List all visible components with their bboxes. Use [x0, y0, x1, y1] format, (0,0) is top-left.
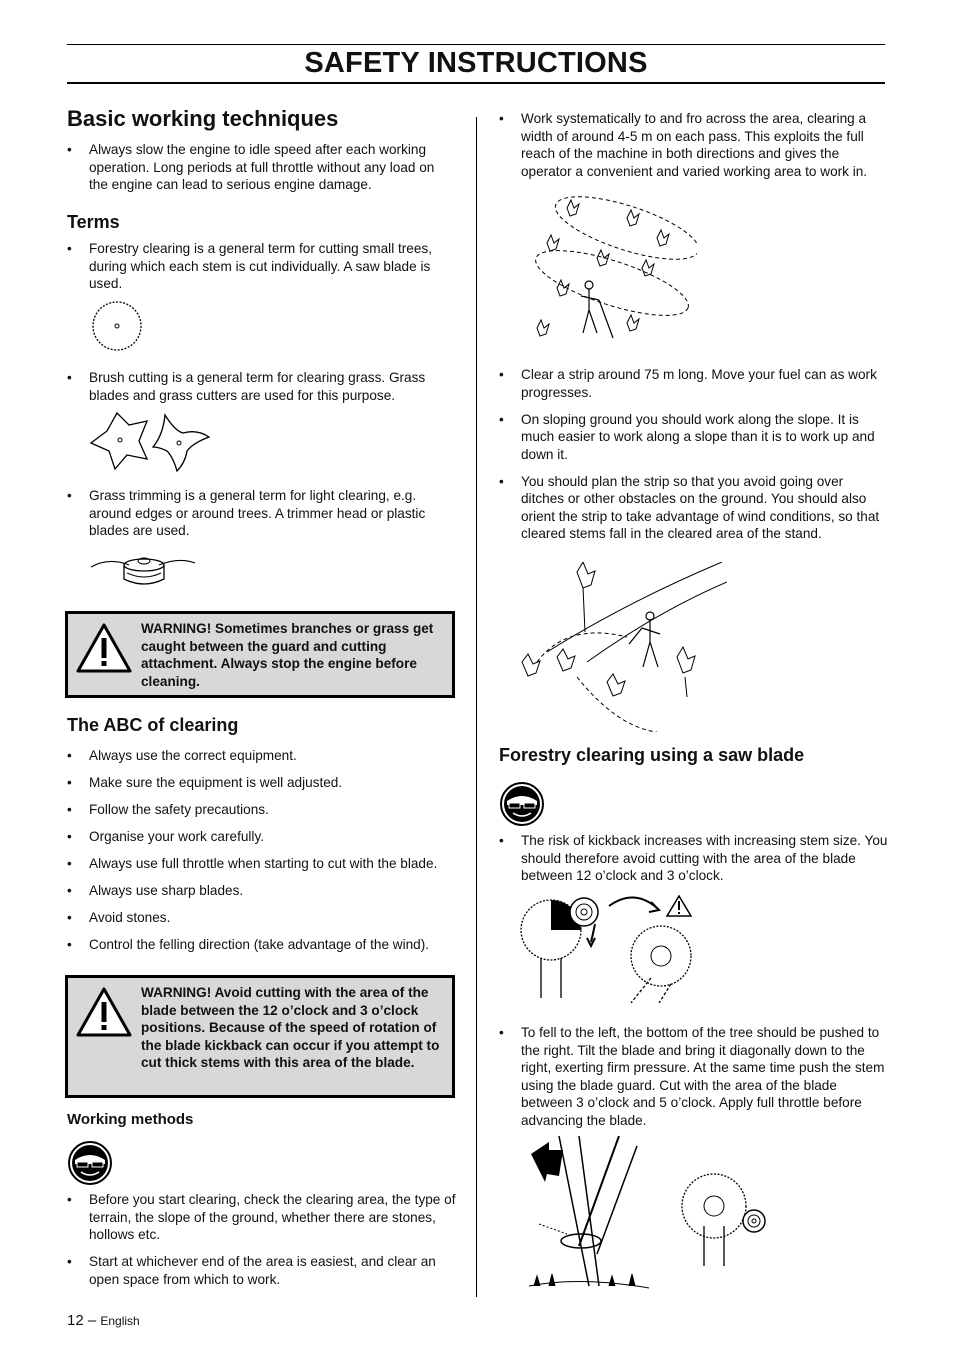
warning-text: WARNING! Avoid cutting with the area of the blade between the 12 o’clock and 3 o’clock positions. Because of the speed of rotation of the blade kickback can occur if you attempt to cut thick stems with this area of the blade. [141, 985, 440, 1070]
list-item: • Control the felling direction (take advantage of the wind). [67, 936, 462, 954]
list-item: • Always use full throttle when starting to cut with the blade. [67, 855, 462, 873]
working-methods-heading: Working methods [67, 1111, 194, 1128]
warning-box-kickback [65, 975, 455, 1098]
grass-blade-icon [87, 407, 217, 475]
list-item: • Start at whichever end of the area is easiest, and clear an open space from which to work. [67, 1253, 457, 1288]
protective-equipment-icon [67, 1140, 113, 1186]
page-header [67, 44, 885, 84]
list-item: • Always slow the engine to idle speed after each working operation. Long periods at full throttle without any load on the engine can lead to serious engine damage. [67, 141, 457, 194]
terms-list-2 [67, 369, 457, 404]
list-item: • Organise your work carefully. [67, 828, 462, 846]
list-item: • Avoid stones. [67, 909, 462, 927]
list-item: • The risk of kickback increases with increasing stem size. You should therefore avoid cutting with the area of the blade between 12 o’clock and 3 o’clock. [499, 832, 889, 885]
felling-direction-illustration [519, 1136, 779, 1291]
page-title: SAFETY INSTRUCTIONS [304, 47, 648, 79]
list-item: • To fell to the left, the bottom of the tree should be pushed to the right. Tilt the blade and bring it diagonally down to the right, exerting firm pressure. At the same time push the stem using the blade guard. Cut with the area of the blade between 3 o’clock and 5 o’clock. Apply full throttle before advancing the blade. [499, 1024, 889, 1129]
terms-list-3 [67, 487, 457, 540]
list-item: • Follow the safety precautions. [67, 801, 462, 819]
section-title-basic-techniques: Basic working techniques [67, 106, 339, 131]
page-number: 12 – [67, 1312, 97, 1329]
terms-heading: Terms [67, 212, 120, 232]
protective-equipment-icon [499, 781, 545, 827]
footer-language: English [100, 1314, 140, 1328]
list-item: • Always use sharp blades. [67, 882, 462, 900]
forestry-clearing-heading: Forestry clearing using a saw blade [499, 745, 805, 765]
list-item: • On sloping ground you should work along the slope. It is much easier to work along a slope than it is to work up and down it. [499, 411, 889, 464]
saw-blade-icon [87, 296, 147, 356]
working-methods-list [67, 1191, 457, 1288]
kickback-zone-illustration [519, 888, 694, 1003]
warning-box-guard [65, 611, 455, 698]
warning-text: WARNING! Sometimes branches or grass get caught between the guard and cutting attachment. Always stop the engine before cleaning. [141, 621, 434, 689]
abc-list [67, 747, 462, 954]
list-item: • Before you start clearing, check the clearing area, the type of terrain, the slope of the ground, whether there are stones, hollows etc. [67, 1191, 457, 1244]
right-list-3 [499, 832, 889, 885]
warning-triangle-icon [75, 986, 133, 1038]
slope-clearing-illustration [517, 562, 727, 732]
list-item: • Work systematically to and fro across the area, clearing a width of around 4-5 m on each pass. This exploits the full reach of the machine in both directions and gives the operator a convenient and varied working area to work in. [499, 110, 889, 180]
list-item: • Always use the correct equipment. [67, 747, 462, 765]
right-list-1 [499, 110, 889, 180]
terms-list-1 [67, 240, 457, 293]
list-item: • Clear a strip around 75 m long. Move your fuel can as work progresses. [499, 366, 889, 401]
clearing-pattern-illustration [517, 188, 697, 348]
list-item: • Brush cutting is a general term for clearing grass. Grass blades and grass cutters are used for this purpose. [67, 369, 457, 404]
column-divider [476, 117, 477, 1297]
list-item: • You should plan the strip so that you avoid going over ditches or other obstacles on the ground. You should also orient the strip to take advantage of wind conditions, so that cleared stems fall in the cleared area of the stand. [499, 473, 889, 543]
right-list-4 [499, 1024, 889, 1129]
page-footer [67, 1312, 140, 1329]
abc-heading: The ABC of clearing [67, 715, 239, 735]
list-item: • Make sure the equipment is well adjusted. [67, 774, 462, 792]
trimmer-head-icon [89, 547, 199, 597]
list-item: • Grass trimming is a general term for light clearing, e.g. around edges or around trees. A trimmer head or plastic blades are used. [67, 487, 457, 540]
warning-triangle-icon [75, 622, 133, 674]
list-item: • Forestry clearing is a general term for cutting small trees, during which each stem is cut individually. A saw blade is used. [67, 240, 457, 293]
intro-list [67, 141, 457, 194]
right-list-2 [499, 366, 889, 543]
